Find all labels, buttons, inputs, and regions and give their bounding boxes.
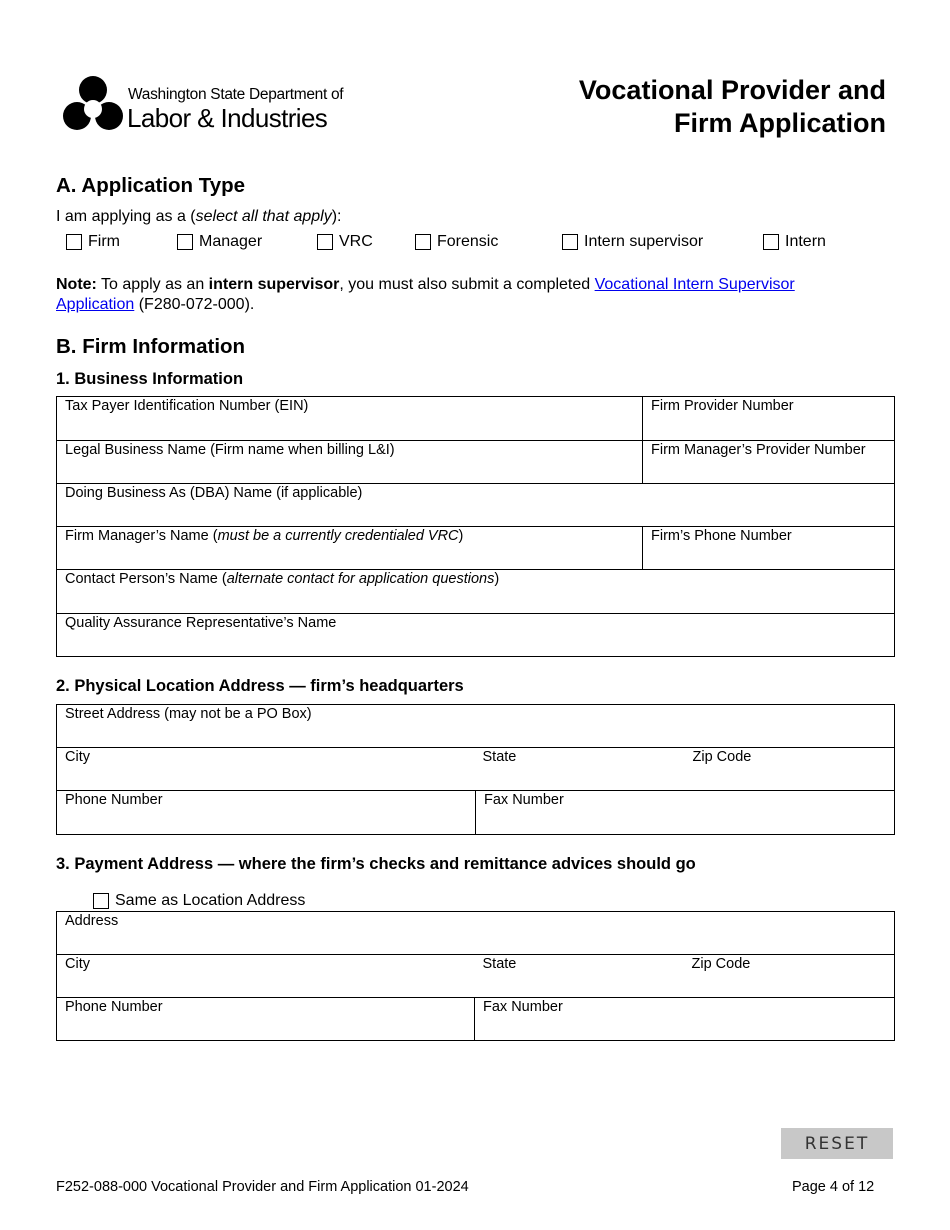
- payment-fax-number-field[interactable]: Fax Number: [475, 998, 895, 1041]
- street-address-field[interactable]: Street Address (may not be a PO Box): [57, 705, 895, 748]
- option-intern[interactable]: Intern: [763, 232, 826, 252]
- intern-supervisor-application-link[interactable]: Vocational Intern Supervisor Application: [56, 276, 795, 313]
- firm-phone-field[interactable]: Firm’s Phone Number: [643, 527, 895, 570]
- manager-checkbox[interactable]: [177, 234, 193, 250]
- state-field[interactable]: State: [476, 748, 685, 791]
- agency-logo: [62, 73, 342, 137]
- physical-address-table: [56, 704, 895, 835]
- payment-address-table: [56, 911, 895, 1041]
- form-id-footer: F252-088-000 Vocational Provider and Firm Application 01-2024: [56, 1179, 469, 1195]
- payment-state-field[interactable]: State: [475, 955, 685, 998]
- physical-address-heading: 2. Physical Location Address — firm’s headquarters: [56, 677, 464, 695]
- option-vrc[interactable]: VRC: [317, 232, 373, 252]
- payment-address-field[interactable]: Address: [57, 912, 895, 955]
- intern-supervisor-note: Note: To apply as an intern supervisor, you must also submit a completed Vocational Intern Supervisor Application (F280-072-000).: [56, 276, 795, 313]
- title-line2: Firm Application: [673, 108, 886, 138]
- option-manager[interactable]: Manager: [177, 232, 262, 252]
- business-info-table: [56, 396, 895, 657]
- contact-person-field[interactable]: Contact Person’s Name (alternate contact for application questions): [57, 570, 895, 614]
- intern-checkbox[interactable]: [763, 234, 779, 250]
- phone-number-field[interactable]: Phone Number: [57, 791, 476, 835]
- payment-phone-number-field[interactable]: Phone Number: [57, 998, 475, 1041]
- section-b-heading: B. Firm Information: [56, 335, 246, 358]
- firm-provider-number-field[interactable]: Firm Provider Number: [643, 397, 895, 441]
- payment-city-field[interactable]: City: [57, 955, 475, 998]
- option-forensic[interactable]: Forensic: [415, 232, 498, 252]
- lni-logo-icon: [62, 73, 124, 135]
- section-a-heading: A. Application Type: [56, 174, 246, 197]
- vrc-checkbox[interactable]: [317, 234, 333, 250]
- applying-prompt: I am applying as a (select all that apply):: [56, 208, 342, 225]
- business-info-heading: 1. Business Information: [56, 370, 244, 388]
- option-intern-supervisor[interactable]: Intern supervisor: [562, 232, 703, 252]
- ein-field[interactable]: Tax Payer Identification Number (EIN): [57, 397, 643, 441]
- same-as-location-checkbox[interactable]: [93, 893, 109, 909]
- payment-zip-code-field[interactable]: Zip Code: [685, 955, 895, 998]
- firm-manager-name-field[interactable]: Firm Manager’s Name (must be a currently credentialed VRC): [57, 527, 643, 570]
- fax-number-field[interactable]: Fax Number: [476, 791, 895, 835]
- firm-checkbox[interactable]: [66, 234, 82, 250]
- title-line1: Vocational Provider and: [578, 75, 886, 105]
- option-firm[interactable]: Firm: [66, 232, 120, 252]
- manager-provider-number-field[interactable]: Firm Manager’s Provider Number: [643, 441, 895, 484]
- payment-address-heading: 3. Payment Address — where the firm’s checks and remittance advices should go: [56, 855, 696, 873]
- same-as-location-option[interactable]: Same as Location Address: [93, 891, 305, 911]
- agency-name-line1: Washington State Department of: [128, 86, 344, 103]
- city-field[interactable]: City: [57, 748, 476, 791]
- agency-name-line2: Labor & Industries: [127, 103, 328, 133]
- page-number: Page 4 of 12: [792, 1179, 875, 1195]
- legal-business-name-field[interactable]: Legal Business Name (Firm name when billing L&I): [57, 441, 643, 484]
- dba-name-field[interactable]: Doing Business As (DBA) Name (if applicable): [57, 484, 895, 527]
- intern-supervisor-checkbox[interactable]: [562, 234, 578, 250]
- page-title: [579, 74, 886, 140]
- reset-button[interactable]: RESET: [781, 1128, 893, 1159]
- qa-representative-field[interactable]: Quality Assurance Representative’s Name: [57, 614, 895, 657]
- forensic-checkbox[interactable]: [415, 234, 431, 250]
- zip-code-field[interactable]: Zip Code: [685, 748, 895, 791]
